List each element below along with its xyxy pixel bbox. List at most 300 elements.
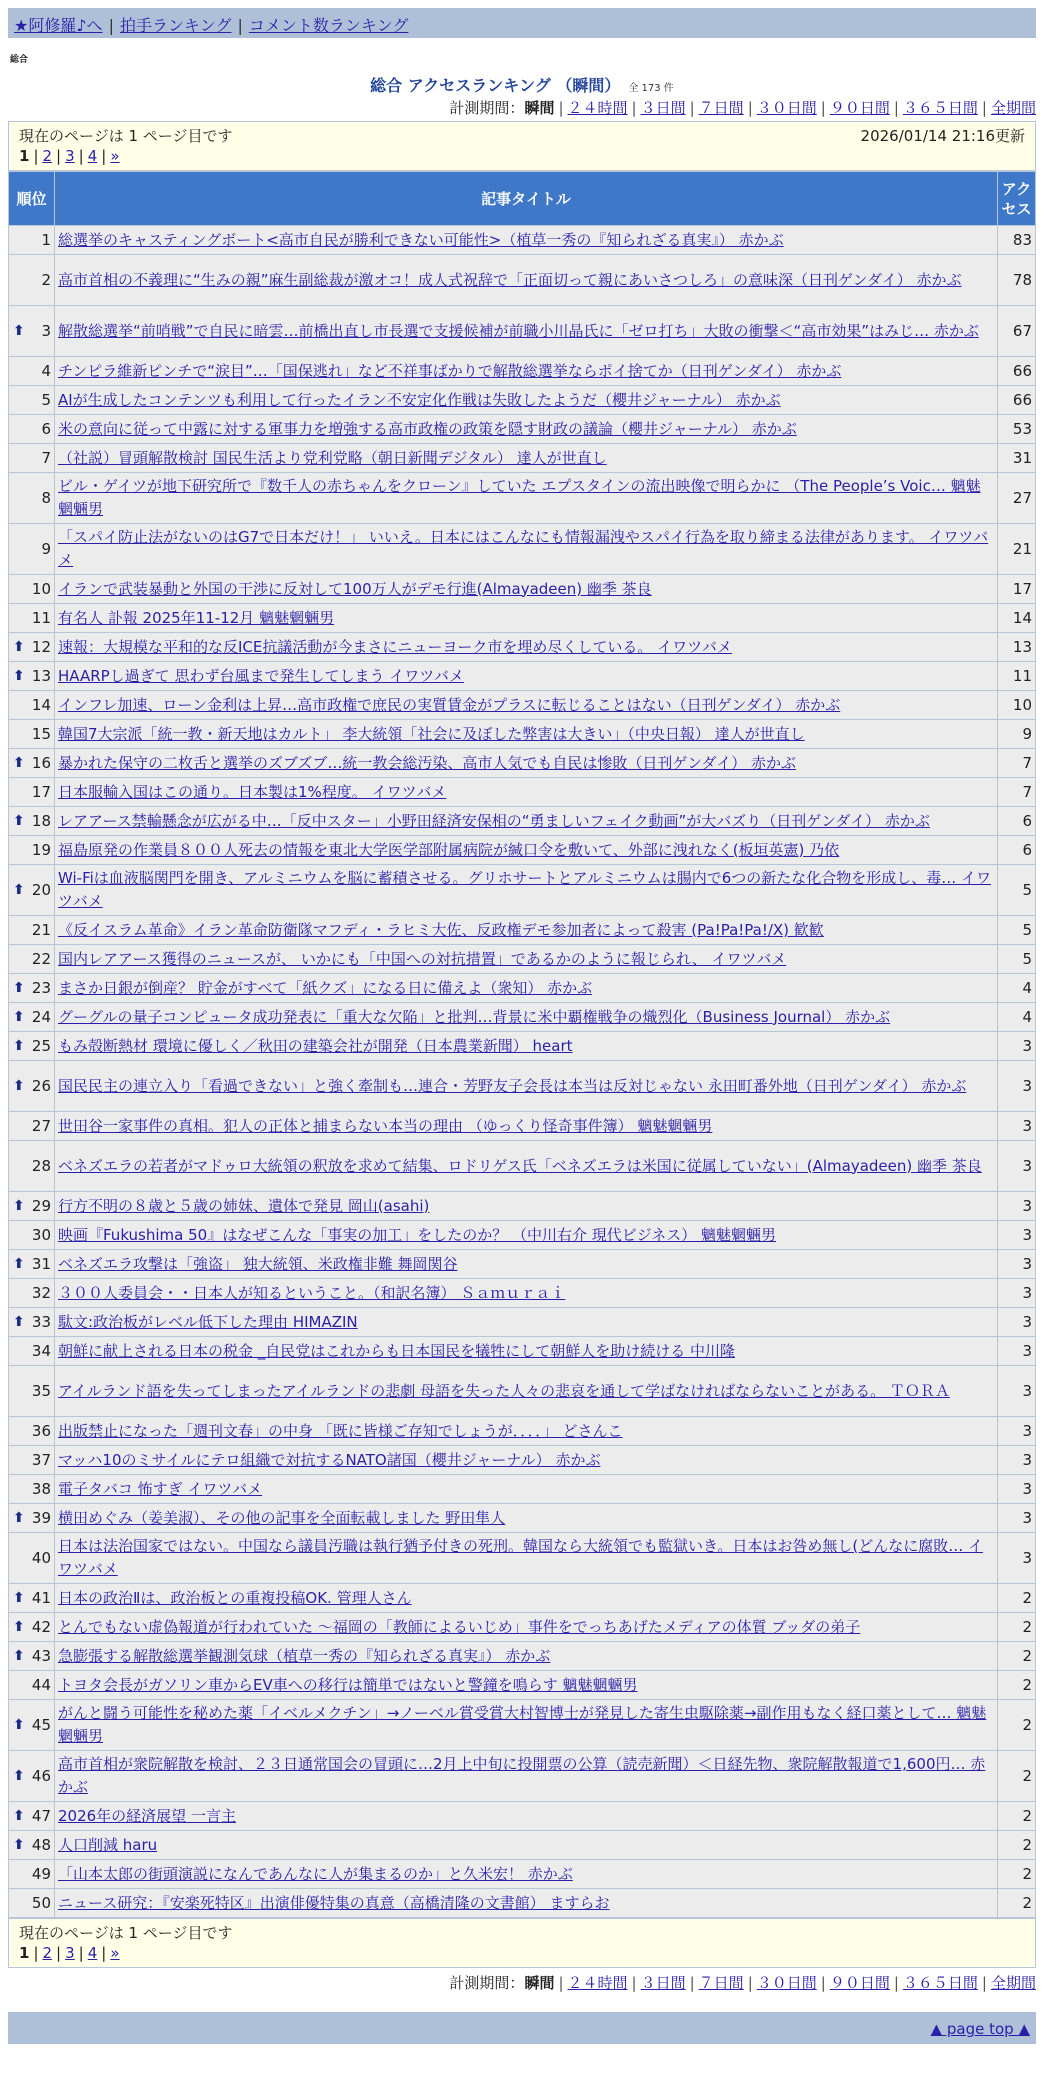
- article-link[interactable]: （社説）冒頭解散検討 国民生活より党利党略（朝日新聞デジタル） 達人が世直し: [58, 448, 607, 467]
- table-row: [9, 865, 1036, 916]
- title-cell: [55, 778, 998, 807]
- table-row: [9, 1221, 1036, 1250]
- up-arrow-icon: ⬆: [13, 812, 25, 829]
- article-link[interactable]: 出版禁止になった「週刊文春」の中身 「既に皆様ご存知でしょうが．．．．」 どさんこ: [58, 1421, 623, 1440]
- title-cell: [55, 1308, 998, 1337]
- period-option[interactable]: ３日間: [640, 99, 686, 117]
- title-cell: [55, 444, 998, 473]
- access-count: 2: [998, 1642, 1036, 1671]
- col-title-header: 記事タイトル: [55, 172, 998, 226]
- title-cell: [55, 1584, 998, 1613]
- page-separator: |: [33, 1944, 39, 1962]
- article-link[interactable]: とんでもない虚偽報道が行われていた ～福岡の「教師によるいじめ」事件をでっちあげたメディアの体質 ブッダの弟子: [58, 1617, 861, 1636]
- table-row: [9, 836, 1036, 865]
- article-link[interactable]: もみ殻断熱材 環境に優しく／秋田の建築会社が開発（日本農業新聞） heart: [58, 1036, 573, 1055]
- article-link[interactable]: 人口削減 haru: [58, 1835, 158, 1854]
- access-count: 14: [998, 604, 1036, 633]
- article-link[interactable]: HAARPし過ぎて 思わず台風まで発生してしまう イワツバメ: [58, 666, 464, 685]
- access-count: 3: [998, 1337, 1036, 1366]
- article-link[interactable]: 2026年の経済展望 一言主: [58, 1806, 236, 1825]
- rank-number: 13: [31, 666, 51, 685]
- page-link[interactable]: 2: [42, 147, 53, 165]
- rank-number: 41: [31, 1588, 51, 1607]
- rank-cell: [9, 974, 55, 1003]
- period-option[interactable]: ７日間: [698, 99, 744, 117]
- article-link[interactable]: 国内レアアース獲得のニュースが、 いかにも「中国への対抗措置」であるかのように報じられ、 イワツバメ: [58, 949, 787, 968]
- page-links: [19, 147, 1025, 169]
- rank-cell: [9, 1141, 55, 1192]
- table-row: [9, 1802, 1036, 1831]
- rank-number: 21: [31, 920, 51, 939]
- period-option[interactable]: ３０日間: [756, 1974, 817, 1992]
- table-row: [9, 255, 1036, 306]
- rank-cell: [9, 749, 55, 778]
- period-separator: |: [820, 99, 826, 117]
- access-count: 53: [998, 415, 1036, 444]
- rank-number: 22: [31, 949, 51, 968]
- article-link[interactable]: チンピラ維新ピンチで“涙目”…「国保逃れ」など不祥事ばかりで解散総選挙ならポイ捨てか（日刊ゲンダイ） 赤かぶ: [58, 361, 842, 380]
- period-option[interactable]: ９０日間: [829, 1974, 890, 1992]
- period-separator: |: [893, 1974, 899, 1992]
- title-cell: [55, 1112, 998, 1141]
- rank-number: 44: [31, 1675, 51, 1694]
- rank-number: 5: [41, 390, 51, 409]
- ranking-table: [8, 171, 1036, 1918]
- access-count: 10: [998, 691, 1036, 720]
- table-row: [9, 1250, 1036, 1279]
- title-cell: [55, 807, 998, 836]
- clap-ranking-link[interactable]: 拍手ランキング: [119, 16, 232, 35]
- period-option[interactable]: ９０日間: [829, 99, 890, 117]
- access-count: 3: [998, 1475, 1036, 1504]
- rank-number: 42: [31, 1617, 51, 1636]
- page-current: 1: [19, 1944, 30, 1962]
- ranking-title: 総合 アクセスランキング （瞬間）: [370, 76, 621, 95]
- table-row: [9, 1700, 1036, 1751]
- home-link[interactable]: ★阿修羅♪へ: [14, 16, 103, 35]
- rank-number: 33: [31, 1312, 51, 1331]
- article-link[interactable]: 映画『Fukushima 50』はなぜこんな「事実の加工」をしたのか？ （中川右介 現代ビジネス） 魑魅魍魎男: [58, 1225, 777, 1244]
- title-cell: [55, 1141, 998, 1192]
- up-arrow-icon: ⬆: [13, 1618, 25, 1635]
- page-next-link[interactable]: »: [110, 147, 120, 165]
- footer-bar: [8, 2012, 1036, 2044]
- access-count: 2: [998, 1751, 1036, 1802]
- article-link[interactable]: 電子タバコ 怖すぎ イワツバメ: [58, 1479, 263, 1498]
- up-arrow-icon: ⬆: [13, 1008, 25, 1025]
- access-count: 4: [998, 1003, 1036, 1032]
- table-row: [9, 415, 1036, 444]
- table-row: [9, 1032, 1036, 1061]
- rank-number: 18: [31, 811, 51, 830]
- rank-number: 47: [31, 1806, 51, 1825]
- article-link[interactable]: 横田めぐみ（姜美淑）、その他の記事を全面転載しました 野田隼人: [58, 1508, 506, 1527]
- table-row: [9, 945, 1036, 974]
- table-row: [9, 1141, 1036, 1192]
- comment-ranking-link[interactable]: コメント数ランキング: [248, 16, 409, 35]
- article-link[interactable]: 有名人 訃報 2025年11-12月 魑魅魍魎男: [58, 608, 335, 627]
- period-separator: |: [631, 1974, 637, 1992]
- rank-number: 9: [41, 539, 51, 558]
- period-separator: |: [893, 99, 899, 117]
- page-title: [8, 73, 1036, 97]
- title-cell: [55, 1504, 998, 1533]
- rank-number: 48: [31, 1835, 51, 1854]
- access-count: 21: [998, 524, 1036, 575]
- period-separator: |: [689, 1974, 695, 1992]
- rank-cell: [9, 1003, 55, 1032]
- rank-cell: [9, 357, 55, 386]
- page-separator: |: [33, 147, 39, 165]
- title-cell: [55, 1751, 998, 1802]
- period-separator: |: [631, 99, 637, 117]
- rank-cell: [9, 691, 55, 720]
- access-count: 7: [998, 778, 1036, 807]
- title-cell: [55, 415, 998, 444]
- article-link[interactable]: 高市首相が衆院解散を検討、２３日通常国会の冒頭に…2月上中旬に投開票の公算（読売新聞）＜日経先物、衆院解散報道で1,600円… 赤かぶ: [58, 1755, 986, 1796]
- title-cell: [55, 1279, 998, 1308]
- period-current: 瞬間: [524, 99, 555, 117]
- rank-number: 6: [41, 419, 51, 438]
- article-link[interactable]: ベネズエラ攻撃は「強盗」 独大統領、米政権非難 舞岡関谷: [58, 1254, 458, 1273]
- rank-number: 35: [31, 1381, 51, 1400]
- page-link[interactable]: 4: [87, 147, 98, 165]
- nav-separator: |: [237, 16, 243, 35]
- rank-cell: [9, 1700, 55, 1751]
- up-arrow-icon: ⬆: [13, 1197, 25, 1214]
- access-count: 66: [998, 386, 1036, 415]
- title-cell: [55, 1032, 998, 1061]
- title-cell: [55, 524, 998, 575]
- access-count: 3: [998, 1061, 1036, 1112]
- page-separator: |: [56, 147, 62, 165]
- title-cell: [55, 1417, 998, 1446]
- rank-number: 20: [31, 880, 51, 899]
- article-link[interactable]: イランで武装暴動と外国の干渉に反対して100万人がデモ行進(Almayadeen) 幽季 茶良: [58, 579, 652, 598]
- rank-cell: [9, 1337, 55, 1366]
- rank-cell: [9, 1221, 55, 1250]
- article-link[interactable]: 米の意向に従って中露に対する軍事力を増強する高市政権の政策を隠す財政の議論（櫻井ジャーナル） 赤かぶ: [58, 419, 797, 438]
- page-top-link[interactable]: ▲ page top ▲: [930, 2020, 1030, 2038]
- access-count: 3: [998, 1250, 1036, 1279]
- article-link[interactable]: がんと闘う可能性を秘めた薬「イベルメクチン」→ノーベル賞受賞大村智博士が発見した寄生虫駆除薬→副作用もなく経口薬として… 魑魅魍魎男: [58, 1704, 987, 1745]
- article-link[interactable]: 世田谷一家事件の真相。犯人の正体と捕まらない本当の理由 （ゆっくり怪奇事件簿） 魑魅魍魎男: [58, 1116, 713, 1135]
- rank-cell: [9, 415, 55, 444]
- rank-cell: [9, 720, 55, 749]
- table-row: [9, 778, 1036, 807]
- page-link[interactable]: 3: [65, 1944, 75, 1962]
- rank-cell: [9, 306, 55, 357]
- rank-cell: [9, 1584, 55, 1613]
- rank-number: 34: [31, 1341, 51, 1360]
- rank-number: 3: [41, 321, 51, 340]
- table-row: [9, 1751, 1036, 1802]
- access-count: 17: [998, 575, 1036, 604]
- title-cell: [55, 575, 998, 604]
- total-count: 全 173 件: [628, 83, 674, 94]
- period-separator: |: [558, 1974, 564, 1992]
- table-row: [9, 720, 1036, 749]
- access-count: 2: [998, 1700, 1036, 1751]
- table-row: [9, 1446, 1036, 1475]
- page-status: 現在のページは 1 ページ目です: [19, 1924, 233, 1942]
- up-arrow-icon: ⬆: [13, 754, 25, 771]
- access-count: 2: [998, 1831, 1036, 1860]
- rank-number: 10: [31, 579, 51, 598]
- article-link[interactable]: 日本の政治Ⅱは、政治板との重複投稿OK. 管理人さん: [58, 1588, 412, 1607]
- article-link[interactable]: AIが生成したコンテンツも利用して行ったイラン不安定化作戦は失敗したようだ（櫻井ジャーナル） 赤かぶ: [58, 390, 781, 409]
- table-row: [9, 1671, 1036, 1700]
- rank-cell: [9, 1061, 55, 1112]
- rank-number: 28: [31, 1156, 51, 1175]
- rank-number: 36: [31, 1421, 51, 1440]
- period-option[interactable]: ２４時間: [567, 1974, 628, 1992]
- table-row: [9, 1475, 1036, 1504]
- page-next-link[interactable]: »: [110, 1944, 120, 1962]
- table-row: [9, 604, 1036, 633]
- title-cell: [55, 865, 998, 916]
- rank-cell: [9, 1533, 55, 1584]
- period-option[interactable]: ３０日間: [756, 99, 817, 117]
- up-arrow-icon: ⬆: [13, 1589, 25, 1606]
- article-link[interactable]: インフレ加速、ローン金利は上昇…高市政権で庶民の実質賃金がプラスに転じることはない（日刊ゲンダイ） 赤かぶ: [58, 695, 841, 714]
- access-count: 2: [998, 1671, 1036, 1700]
- table-row: [9, 1889, 1036, 1918]
- title-cell: [55, 720, 998, 749]
- rank-cell: [9, 255, 55, 306]
- rank-number: 50: [31, 1893, 51, 1912]
- up-arrow-icon: ⬆: [13, 1836, 25, 1853]
- article-link[interactable]: 行方不明の８歳と５歳の姉妹、遺体で発見 岡山(asahi): [58, 1196, 430, 1215]
- access-count: 11: [998, 662, 1036, 691]
- page-separator: |: [78, 147, 84, 165]
- access-count: 3: [998, 1446, 1036, 1475]
- page-separator: |: [101, 147, 107, 165]
- article-link[interactable]: 韓国7大宗派「統一教・新天地はカルト」 李大統領「社会に及ぼした弊害は大きい」（中央日報） 達人が世直し: [58, 724, 805, 743]
- title-cell: [55, 916, 998, 945]
- period-option[interactable]: ７日間: [698, 1974, 744, 1992]
- rank-cell: [9, 1112, 55, 1141]
- page-separator: |: [101, 1944, 107, 1962]
- title-cell: [55, 306, 998, 357]
- period-selector: [8, 97, 1036, 121]
- article-link[interactable]: ビル・ゲイツが地下研究所で『数千人の赤ちゃんをクローン』していた エプスタインの流出映像で明らかに （The People’s Voic… 魑魅魍魎男: [58, 477, 981, 518]
- access-count: 5: [998, 916, 1036, 945]
- page-current: 1: [19, 147, 30, 165]
- title-cell: [55, 749, 998, 778]
- up-arrow-icon: ⬆: [13, 1767, 25, 1784]
- up-arrow-icon: ⬆: [13, 1313, 25, 1330]
- rank-number: 40: [31, 1548, 51, 1567]
- access-count: 3: [998, 1308, 1036, 1337]
- title-cell: [55, 1860, 998, 1889]
- table-row: [9, 691, 1036, 720]
- table-row: [9, 226, 1036, 255]
- rank-number: 43: [31, 1646, 51, 1665]
- period-label: 計測期間：: [449, 1974, 525, 1992]
- article-link[interactable]: 《反イスラム革命》イラン革命防衛隊マフディ・ラヒミ大佐、反政権デモ参加者によって殺害 (Pa!Pa!Pa!/X) 歓歓: [58, 920, 824, 939]
- table-row: [9, 1642, 1036, 1671]
- article-link[interactable]: ニュース研究：『安楽死特区』出演俳優特集の真意（高橋清隆の文書館） ますらお: [58, 1893, 610, 1912]
- period-option[interactable]: 全期間: [990, 99, 1036, 117]
- period-separator: |: [747, 99, 753, 117]
- up-arrow-icon: ⬆: [13, 667, 25, 684]
- rank-cell: [9, 1446, 55, 1475]
- rank-number: 23: [31, 978, 51, 997]
- page-link[interactable]: 4: [87, 1944, 98, 1962]
- table-row: [9, 1504, 1036, 1533]
- table-row: [9, 1366, 1036, 1417]
- access-count: 4: [998, 974, 1036, 1003]
- period-label: 計測期間：: [449, 99, 525, 117]
- rank-number: 29: [31, 1196, 51, 1215]
- title-cell: [55, 945, 998, 974]
- table-row: [9, 357, 1036, 386]
- article-link[interactable]: 駄文:政治板がレベル低下した理由 HIMAZIN: [58, 1312, 358, 1331]
- article-link[interactable]: 暴かれた保守の二枚舌と選挙のズブズブ…統一教会総汚染、高市人気でも自民は惨敗（日刊ゲンダイ） 赤かぶ: [58, 753, 796, 772]
- article-link[interactable]: ベネズエラの若者がマドゥロ大統領の釈放を求めて結集、ロドリゲス氏「ベネズエラは米国に従属していない」(Almayadeen) 幽季 茶良: [58, 1156, 982, 1175]
- article-link[interactable]: 福島原発の作業員８００人死去の情報を東北大学医学部附属病院が緘口令を敷いて、外部に洩れなく(板垣英憲) 乃依: [58, 840, 840, 859]
- table-row: [9, 633, 1036, 662]
- table-row: [9, 916, 1036, 945]
- rank-number: 4: [41, 361, 51, 380]
- access-count: 6: [998, 836, 1036, 865]
- up-arrow-icon: ⬆: [13, 1077, 25, 1094]
- rank-cell: [9, 1802, 55, 1831]
- title-cell: [55, 1061, 998, 1112]
- title-cell: [55, 1802, 998, 1831]
- article-link[interactable]: 急膨張する解散総選挙観測気球（植草一秀の『知られざる真実』） 赤かぶ: [58, 1646, 551, 1665]
- pager-bottom: [8, 1918, 1036, 1968]
- page-links: [19, 1944, 1025, 1966]
- table-row: [9, 444, 1036, 473]
- up-arrow-icon: ⬆: [13, 1716, 25, 1733]
- rank-number: 25: [31, 1036, 51, 1055]
- period-separator: |: [689, 99, 695, 117]
- title-cell: [55, 1192, 998, 1221]
- access-count: 5: [998, 945, 1036, 974]
- access-count: 78: [998, 255, 1036, 306]
- article-link[interactable]: Wi-Fiは血液脳関門を開き、アルミニウムを脳に蓄積させる。グリホサートとアルミニウムは腸内で6つの新たな化合物を形成し、毒… イワツバメ: [58, 869, 992, 910]
- rank-cell: [9, 916, 55, 945]
- up-arrow-icon: ⬆: [13, 1807, 25, 1824]
- rank-number: 12: [31, 637, 51, 656]
- title-cell: [55, 1366, 998, 1417]
- period-option[interactable]: 全期間: [990, 1974, 1036, 1992]
- rank-cell: [9, 1751, 55, 1802]
- table-row: [9, 306, 1036, 357]
- article-link[interactable]: レアアース禁輸懸念が広がる中…「反中スター」小野田経済安保相の“勇ましいフェイク動画”が大バズり（日刊ゲンダイ） 赤かぶ: [58, 811, 930, 830]
- article-link[interactable]: ３００人委員会・・日本人が知るということ。（和訳名簿） Ｓａｍｕｒａｉ: [58, 1283, 566, 1302]
- access-count: 3: [998, 1221, 1036, 1250]
- access-count: 27: [998, 473, 1036, 524]
- article-link[interactable]: 朝鮮に献上される日本の税金 _自民党はこれからも日本国民を犠牲にして朝鮮人を助け続ける 中川隆: [58, 1341, 736, 1360]
- title-cell: [55, 1003, 998, 1032]
- rank-cell: [9, 1192, 55, 1221]
- article-link[interactable]: 「山本太郎の街頭演説になんであんなに人が集まるのか」と久米宏！ 赤かぶ: [58, 1864, 573, 1883]
- access-count: 3: [998, 1366, 1036, 1417]
- up-arrow-icon: ⬆: [13, 979, 25, 996]
- rank-cell: [9, 1642, 55, 1671]
- rank-cell: [9, 1279, 55, 1308]
- rank-number: 37: [31, 1450, 51, 1469]
- article-link[interactable]: まさか日銀が倒産？ 貯金がすべて「紙クズ」になる日に備えよ（衆知） 赤かぶ: [58, 978, 593, 997]
- article-link[interactable]: トヨタ会長がガソリン車からEV車への移行は簡単ではないと警鐘を鳴らす 魑魅魍魎男: [58, 1675, 638, 1694]
- article-link[interactable]: 総選挙のキャスティングボート<高市自民が勝利できない可能性>（植草一秀の『知られざる真実』） 赤かぶ: [58, 230, 784, 249]
- rank-number: 45: [31, 1715, 51, 1734]
- rank-number: 27: [31, 1116, 51, 1135]
- access-count: 2: [998, 1860, 1036, 1889]
- period-option[interactable]: ３６５日間: [902, 1974, 978, 1992]
- up-arrow-icon: ⬆: [13, 881, 25, 898]
- period-option[interactable]: ２４時間: [567, 99, 628, 117]
- table-row: [9, 1860, 1036, 1889]
- table-row: [9, 662, 1036, 691]
- article-link[interactable]: マッハ10のミサイルにテロ組織で対抗するNATO諸国（櫻井ジャーナル） 赤かぶ: [58, 1450, 601, 1469]
- article-link[interactable]: 高市首相の不義理に“生みの親”麻生副総裁が激オコ！成人式祝辞で「正面切って親にあいさつしろ」の意味深（日刊ゲンダイ） 赤かぶ: [58, 270, 962, 289]
- access-count: 3: [998, 1112, 1036, 1141]
- access-count: 13: [998, 633, 1036, 662]
- period-option[interactable]: ３６５日間: [902, 99, 978, 117]
- access-count: 7: [998, 749, 1036, 778]
- article-link[interactable]: 国民民主の連立入り「看過できない」と強く牽制も…連合・芳野友子会長は本当は反対じゃない 永田町番外地（日刊ゲンダイ） 赤かぶ: [58, 1076, 967, 1095]
- rank-number: 39: [31, 1508, 51, 1527]
- rank-number: 24: [31, 1007, 51, 1026]
- table-row: [9, 1061, 1036, 1112]
- table-row: [9, 1308, 1036, 1337]
- update-timestamp: 2026/01/14 21:16更新: [860, 127, 1025, 145]
- period-option[interactable]: ３日間: [640, 1974, 686, 1992]
- title-cell: [55, 255, 998, 306]
- rank-number: 30: [31, 1225, 51, 1244]
- table-row: [9, 1613, 1036, 1642]
- article-link[interactable]: 日本は法治国家ではない。中国なら議員汚職は執行猶予付きの死刑。韓国なら大統領でも監獄いき。日本はお咎め無し(どんなに腐敗… イワツバメ: [58, 1537, 984, 1578]
- rank-cell: [9, 604, 55, 633]
- access-count: 5: [998, 865, 1036, 916]
- rank-cell: [9, 945, 55, 974]
- article-link[interactable]: 速報：大規模な平和的な反ICE抗議活動が今まさにニューヨーク市を埋め尽くしている。 イワツバメ: [58, 637, 732, 656]
- title-cell: [55, 691, 998, 720]
- title-cell: [55, 604, 998, 633]
- table-row: [9, 1112, 1036, 1141]
- category-label: 総合: [10, 55, 29, 65]
- rank-cell: [9, 1860, 55, 1889]
- table-row: [9, 575, 1036, 604]
- article-link[interactable]: アイルランド語を失ってしまったアイルランドの悲劇 母語を失った人々の悲哀を通して学ばなければならないことがある。 ＴＯＲＡ: [58, 1381, 950, 1400]
- title-cell: [55, 1831, 998, 1860]
- title-cell: [55, 836, 998, 865]
- article-link[interactable]: 解散総選挙“前哨戦”で自民に暗雲…前橋出直し市長選で支援候補が前職小川晶氏に「ゼロ打ち」大敗の衝撃＜“高市効果”はみじ… 赤かぶ: [58, 321, 979, 340]
- rank-number: 7: [41, 448, 51, 467]
- page-link[interactable]: 2: [42, 1944, 53, 1962]
- rank-cell: [9, 524, 55, 575]
- table-row: [9, 1279, 1036, 1308]
- title-cell: [55, 1613, 998, 1642]
- access-count: 31: [998, 444, 1036, 473]
- title-cell: [55, 1700, 998, 1751]
- title-cell: [55, 1642, 998, 1671]
- rank-cell: [9, 778, 55, 807]
- article-link[interactable]: 「スパイ防止法がないのはG7で日本だけ！」 いいえ。日本にはこんなにも情報漏洩やスパイ行為を取り締まる法律があります。 イワツバメ: [58, 528, 989, 569]
- page-link[interactable]: 3: [65, 147, 75, 165]
- article-link[interactable]: グーグルの量子コンピュータ成功発表に「重大な欠陥」と批判…背景に米中覇権戦争の熾烈化（Business Journal） 赤かぶ: [58, 1007, 891, 1026]
- article-link[interactable]: 日本服輸入国はこの通り。日本製は1%程度。 イワツバメ: [58, 782, 447, 801]
- rank-number: 14: [31, 695, 51, 714]
- title-cell: [55, 1221, 998, 1250]
- access-count: 2: [998, 1613, 1036, 1642]
- page-separator: |: [78, 1944, 84, 1962]
- table-row: [9, 473, 1036, 524]
